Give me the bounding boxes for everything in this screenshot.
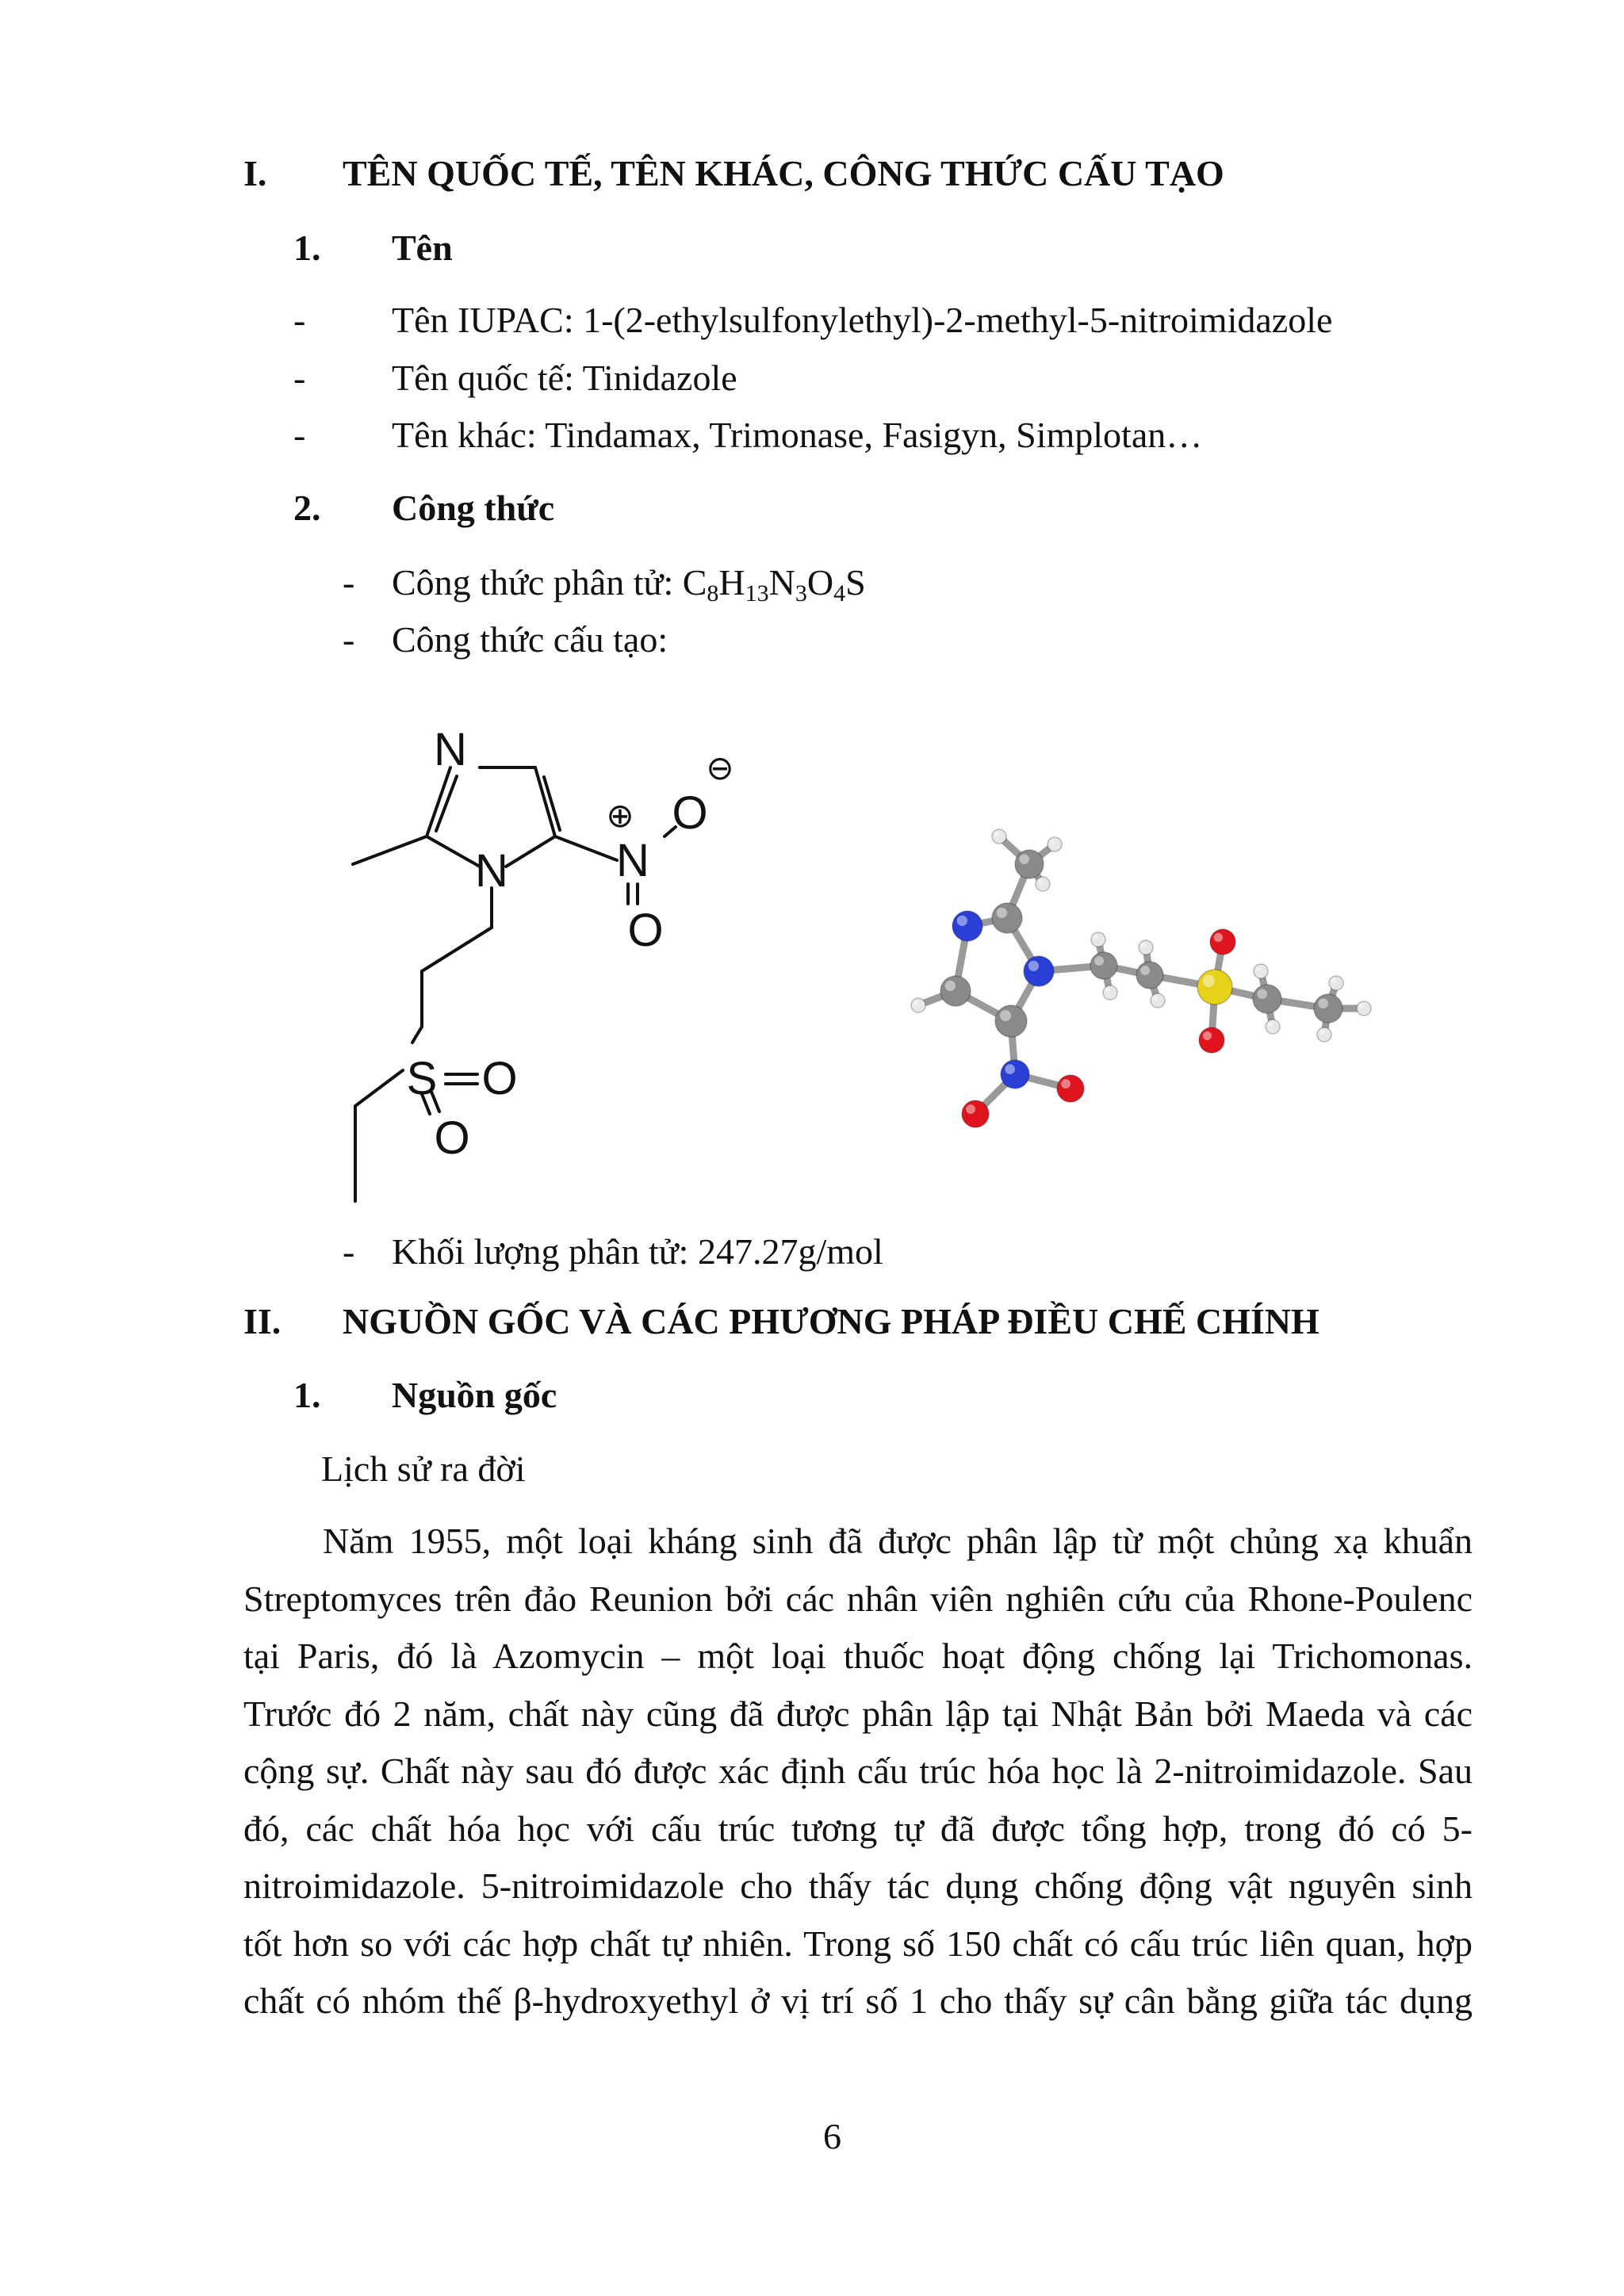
hydrogen-atom xyxy=(1317,1027,1331,1042)
atom-n-ring-top: N xyxy=(434,725,467,775)
atom-highlight xyxy=(945,981,956,991)
atom-highlight xyxy=(1203,1031,1212,1040)
hydrogen-atom xyxy=(1151,993,1165,1008)
paragraph-line: đó, các chất hóa học với cấu trúc tương tự đã được tổng hợp, trong đó có 5- xyxy=(243,1808,1473,1849)
paragraph-line: Trước đó 2 năm, chất này cũng đã được phân lập tại Nhật Bản bởi Maeda và các xyxy=(243,1693,1473,1734)
oxygen-atom xyxy=(1057,1075,1084,1102)
sulfur-atom xyxy=(1197,970,1232,1004)
hydrogen-atom xyxy=(1254,964,1268,978)
hydrogen-atom xyxy=(1139,940,1153,955)
formula-element: H xyxy=(718,562,745,603)
atom-highlight xyxy=(1153,996,1158,1001)
subsection-2-1-number: 1. xyxy=(293,1375,321,1415)
subsection-1-1-number: 1. xyxy=(293,228,321,268)
carbon-atom xyxy=(1090,952,1117,979)
atom-highlight xyxy=(914,1001,918,1005)
list-dash: - xyxy=(343,562,355,603)
atom-n-nitro: N xyxy=(616,835,649,886)
section-2-title: NGUỒN GỐC VÀ CÁC PHƯƠNG PHÁP ĐIỀU CHẾ CHÍNH xyxy=(343,1301,1320,1341)
atom-highlight xyxy=(1094,956,1104,966)
paragraph-line: Năm 1955, một loại kháng sinh đã được phân lập từ một chủng xạ khuẩn xyxy=(323,1521,1473,1561)
molecular-formula-label: Công thức phân tử: xyxy=(392,562,683,603)
molecular-mass: Khối lượng phân tử: 247.27g/mol xyxy=(392,1231,883,1272)
history-heading: Lịch sử ra đời xyxy=(321,1448,526,1489)
atom-highlight xyxy=(1005,1064,1015,1074)
atom-highlight xyxy=(1214,933,1223,942)
subsection-1-2-title: Công thức xyxy=(392,488,555,528)
nitrogen-atom xyxy=(1024,956,1054,986)
oxygen-atom xyxy=(1210,929,1235,955)
atom-highlight xyxy=(1268,1022,1273,1027)
atom-highlight xyxy=(1141,943,1146,947)
ball-and-stick-model xyxy=(896,809,1388,1142)
list-item-iupac: Tên IUPAC: 1-(2-ethylsulfonylethyl)-2-methyl-5-nitroimidazole xyxy=(392,300,1333,340)
history-paragraph xyxy=(243,1513,1473,2030)
atom-o-sulfonyl-bottom: O xyxy=(434,1112,470,1164)
atom-highlight xyxy=(1038,879,1043,884)
formula-element: S xyxy=(845,562,866,603)
formula-element: O xyxy=(806,562,834,603)
atom-highlight xyxy=(997,908,1007,918)
hydrogen-atom xyxy=(1266,1020,1280,1034)
carbon-atom xyxy=(995,1005,1027,1037)
carbon-atom xyxy=(940,976,971,1006)
skeletal-structure-diagram xyxy=(333,725,777,1217)
atom-highlight xyxy=(1000,1010,1011,1021)
carbon-atom xyxy=(1314,994,1342,1023)
hydrogen-atom xyxy=(1357,1001,1371,1016)
atom-highlight xyxy=(994,832,999,836)
nitrogen-atom xyxy=(952,911,982,941)
oxygen-atom xyxy=(962,1100,989,1127)
paragraph-line: Streptomyces trên đảo Reunion bởi các nhân viên nghiên cứu của Rhone-Poulenc xyxy=(243,1578,1473,1619)
subsection-1-1-title: Tên xyxy=(392,228,453,268)
paragraph-line: chất có nhóm thế β-hydroxyethyl ở vị trí số 1 cho thấy sự cân bằng giữa tác dụng xyxy=(243,1980,1473,2021)
atom-highlight xyxy=(1256,966,1261,971)
atom-highlight xyxy=(1050,840,1055,844)
charge-plus: ⊕ xyxy=(606,797,634,834)
list-item-international-name: Tên quốc tế: Tinidazole xyxy=(392,358,737,398)
paragraph-line: tại Paris, đó là Azomycin – một loại thuốc hoạt động chống lại Trichomonas. xyxy=(243,1636,1473,1676)
paragraph-line: cộng sự. Chất này sau đó được xác định cấu trúc hóa học là 2-nitroimidazole. Sau xyxy=(243,1751,1473,1791)
paragraph-line: nitroimidazole. 5-nitroimidazole cho thấy tác dụng chống động vật nguyên sinh xyxy=(243,1866,1473,1906)
carbon-atom xyxy=(1253,985,1281,1013)
hydrogen-atom xyxy=(1103,985,1117,1000)
atom-highlight xyxy=(1257,989,1267,999)
atom-n-ring-bottom: N xyxy=(475,845,508,897)
charge-minus: ⊖ xyxy=(706,749,734,786)
formula-element: N xyxy=(768,562,795,603)
list-dash: - xyxy=(293,358,306,398)
atom-o-nitro-top: O xyxy=(672,787,708,839)
atom-highlight xyxy=(966,1104,975,1114)
page-number: 6 xyxy=(823,2116,841,2156)
formula-element: C xyxy=(682,562,707,603)
oxygen-atom xyxy=(1199,1027,1224,1053)
formula-subscript: 3 xyxy=(795,580,807,607)
atom-o-sulfonyl-right: O xyxy=(481,1053,518,1104)
atom-highlight xyxy=(1019,854,1029,864)
atom-highlight xyxy=(1318,998,1328,1008)
hydrogen-atom xyxy=(1036,877,1050,891)
atom-o-nitro-bottom: O xyxy=(627,905,664,956)
hydrogen-atom xyxy=(992,829,1006,844)
section-1-title: TÊN QUỐC TẾ, TÊN KHÁC, CÔNG THỨC CẤU TẠO xyxy=(343,153,1224,193)
hydrogen-atom xyxy=(1048,837,1062,851)
hydrogen-atom xyxy=(1329,976,1343,990)
atom-highlight xyxy=(1203,975,1215,987)
list-dash: - xyxy=(293,300,306,340)
list-dash: - xyxy=(293,415,306,455)
carbon-atom xyxy=(1015,850,1044,878)
atom-highlight xyxy=(1320,1030,1324,1035)
atom-highlight xyxy=(1028,961,1039,971)
carbon-atom xyxy=(992,903,1022,933)
structure-label: Công thức cấu tạo: xyxy=(392,619,668,660)
atom-highlight xyxy=(1061,1079,1071,1089)
paragraph-line: tốt hơn so với các hợp chất tự nhiên. Trong số 150 chất có cấu trúc liên quan, hợp xyxy=(243,1923,1473,1964)
formula-subscript: 13 xyxy=(745,580,769,607)
atom-sulfur: S xyxy=(406,1053,438,1104)
nitrogen-atom xyxy=(1001,1060,1029,1089)
section-1-numeral: I. xyxy=(243,153,267,193)
list-dash: - xyxy=(343,1231,355,1272)
formula-subscript: 8 xyxy=(707,580,719,607)
atom-highlight xyxy=(957,916,967,926)
atom-highlight xyxy=(1359,1004,1364,1008)
subsection-1-2-number: 2. xyxy=(293,488,321,528)
formula-subscript: 4 xyxy=(833,580,846,607)
list-dash: - xyxy=(343,619,355,660)
carbon-atom xyxy=(1136,962,1163,989)
atom-highlight xyxy=(1094,935,1098,939)
atom-highlight xyxy=(1331,978,1336,983)
hydrogen-atom xyxy=(911,998,925,1012)
hydrogen-atom xyxy=(1091,932,1105,947)
subsection-2-1-title: Nguồn gốc xyxy=(392,1375,557,1415)
list-item-other-names: Tên khác: Tindamax, Trimonase, Fasigyn, Simplotan… xyxy=(392,415,1203,455)
molecular-formula xyxy=(392,561,866,607)
atom-highlight xyxy=(1140,966,1150,975)
atom-highlight xyxy=(1105,988,1110,993)
section-2-numeral: II. xyxy=(243,1301,282,1341)
